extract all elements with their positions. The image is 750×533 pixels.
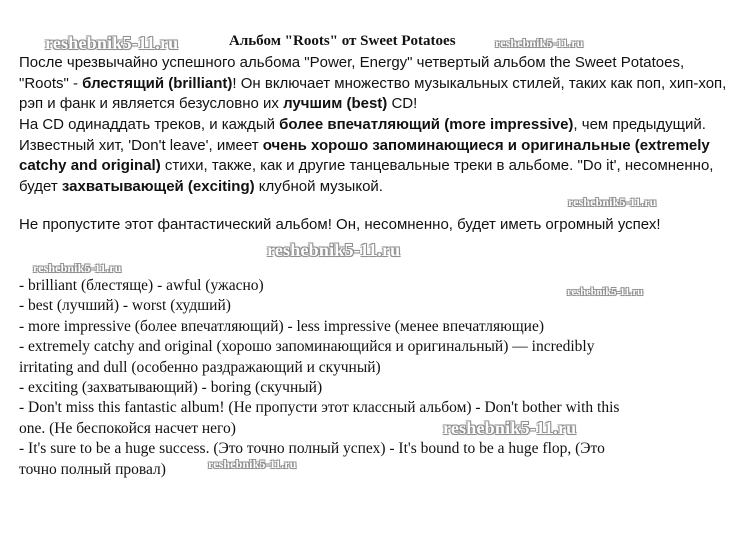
vocabulary-line: - best (лучший) - worst (худший) xyxy=(19,297,231,315)
vocabulary-line: - exciting (захватывающий) - boring (скучный) xyxy=(19,379,323,397)
bold-phrase: лучшим (best) xyxy=(283,95,388,112)
text-run: CD! xyxy=(387,95,418,112)
paragraph-intro xyxy=(19,53,729,115)
watermark: reshebnik5-11.ru xyxy=(443,418,577,438)
text-run: ! Он включает множество музыкальных стилей, таких как поп, хип-хоп, рэп и фанк и является безусловно их xyxy=(19,74,727,112)
watermark: reshebnik5-11.ru xyxy=(208,457,297,471)
watermark: reshebnik5-11.ru xyxy=(495,36,584,50)
bold-phrase: блестящий (brilliant) xyxy=(82,74,233,92)
watermark: reshebnik5-11.ru xyxy=(567,287,643,298)
vocabulary-line: - more impressive (более впечатляющий) - less impressive (менее впечатляющие) xyxy=(19,317,544,335)
page-title: Альбом "Roots" от Sweet Potatoes xyxy=(229,33,456,49)
paragraph-tracks xyxy=(19,115,729,197)
watermark: reshebnik5-11.ru xyxy=(267,240,401,260)
vocabulary-line: - brilliant (блестяще) - awful (ужасно) xyxy=(19,277,264,294)
bold-phrase: захватывающей (exciting) xyxy=(61,177,255,195)
text-run: клубной музыкой. xyxy=(254,177,383,195)
text-run: стихи, также, как и другие танцевальные треки в альбоме. "Do it', несомненно, будет xyxy=(19,157,714,195)
vocabulary-line: точно полный провал) xyxy=(19,460,166,478)
watermark: reshebnik5-11.ru xyxy=(568,195,657,209)
watermark: reshebnik5-11.ru xyxy=(45,33,179,53)
text-run: На CD одинаддать треков, и каждый xyxy=(19,116,280,133)
text-run: После чрезвычайно успешного альбома "Power, Energy" четвертый альбом the Sweet Potatoes, "Roots" - xyxy=(19,54,685,92)
paragraph-conclusion: Не пропустите этот фантастический альбом! Он, несомненно, будет иметь огромный успех! xyxy=(19,216,661,233)
bold-phrase: очень хорошо запоминающиеся и оригинальные (extremely catchy and original) xyxy=(19,136,710,174)
watermark: reshebnik5-11.ru xyxy=(33,261,122,275)
vocabulary-list xyxy=(19,276,734,480)
vocabulary-line: - It's sure to be a huge success. (Это точно полный успех) - It's bound to be a huge flop, (Это xyxy=(19,440,605,458)
vocabulary-line: irritating and dull (особенно раздражающий и скучный) xyxy=(19,358,381,376)
vocabulary-line: one. (Не беспокойся насчет него) xyxy=(19,419,236,437)
text-run: , чем предыдущий. Известный хит, 'Don't leave', имеет xyxy=(19,116,706,154)
vocabulary-line: - extremely catchy and original (хорошо запоминающийся и оригинальный) — incredibly xyxy=(19,338,595,356)
bold-phrase: более впечатляющий (more impressive) xyxy=(279,116,574,133)
vocabulary-line: - Don't miss this fantastic album! (Не пропусти этот классный альбом) - Don't bother with this xyxy=(19,399,620,417)
